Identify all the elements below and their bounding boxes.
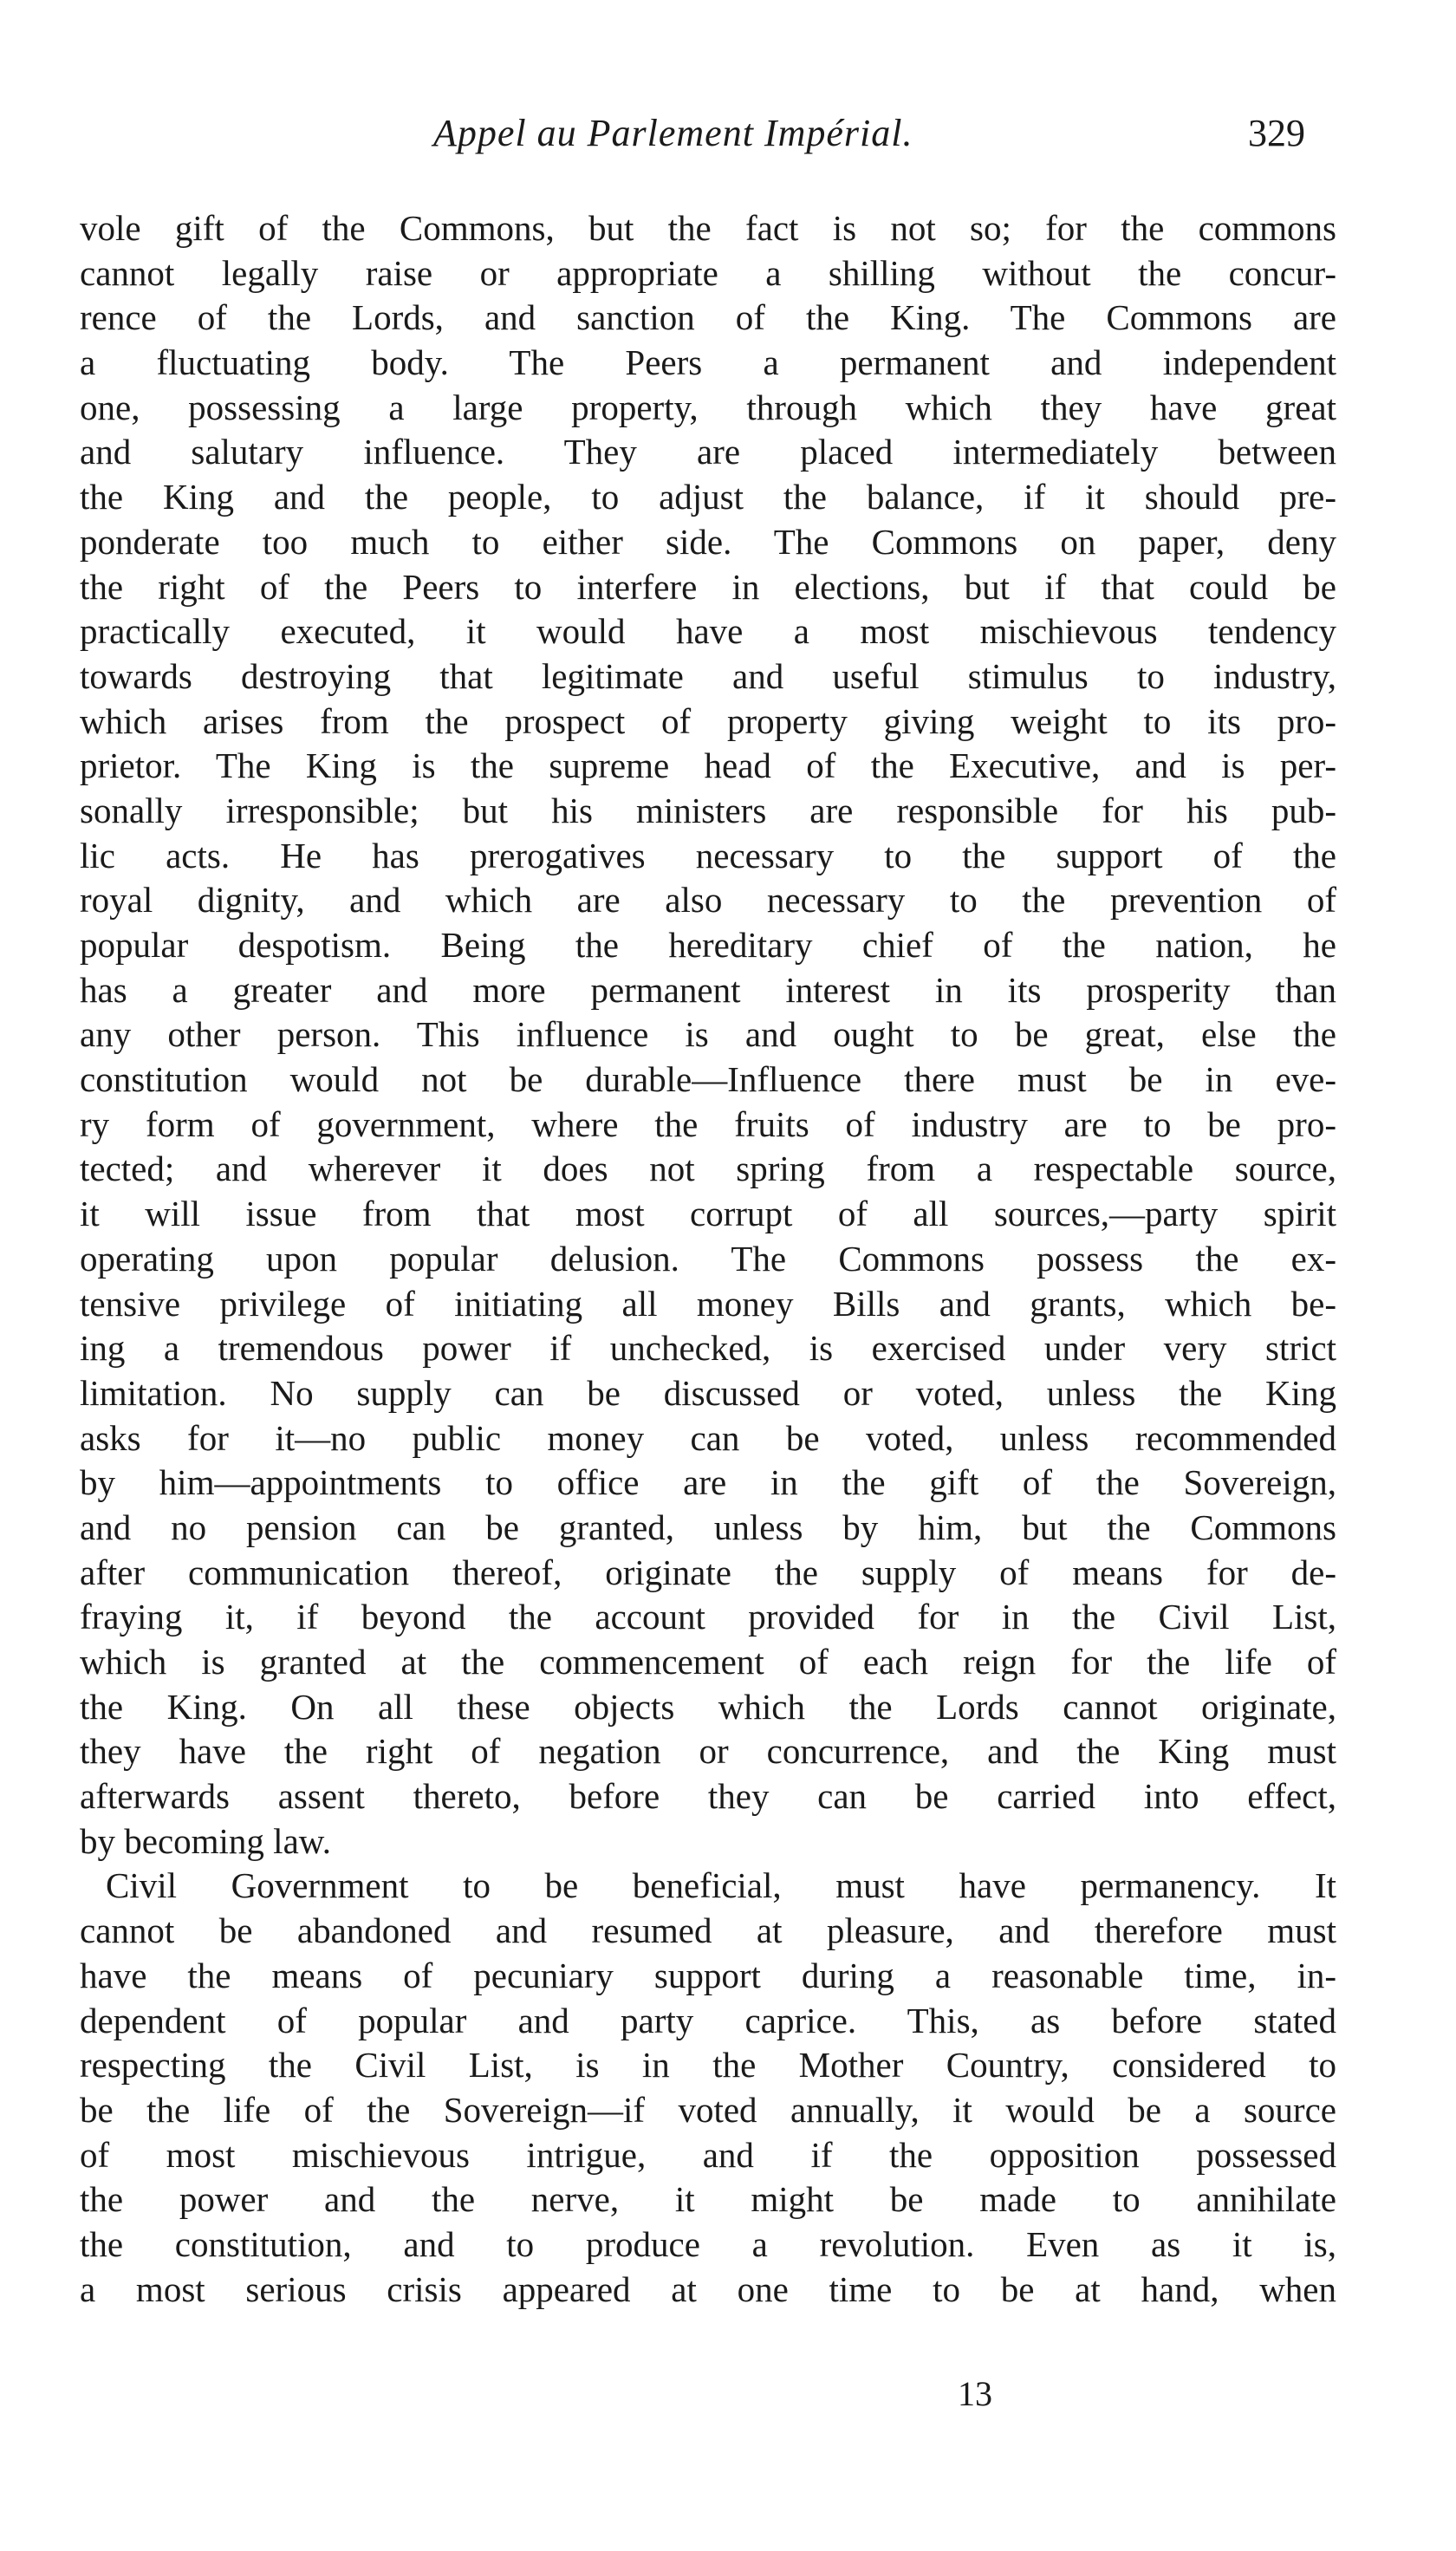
- text-line: rence of the Lords, and sanction of the King. The Commons are: [80, 297, 1336, 338]
- text-line: ing a tremendous power if unchecked, is exercised under very strict: [80, 1328, 1336, 1369]
- text-line: popular despotism. Being the hereditary chief of the nation, he: [80, 925, 1336, 965]
- text-line: the power and the nerve, it might be made to annihilate: [80, 2179, 1336, 2220]
- text-line: prietor. The King is the supreme head of the Executive, and is per-: [80, 745, 1336, 786]
- text-line: tected; and wherever it does not spring from a respectable source,: [80, 1149, 1336, 1189]
- text-line: a fluctuating body. The Peers a permanent and independent: [80, 342, 1336, 383]
- text-line: cannot be abandoned and resumed at pleasure, and therefore must: [80, 1910, 1336, 1951]
- signature-mark: 13: [958, 2374, 992, 2413]
- text-line: vole gift of the Commons, but the fact is not so; for the commons: [80, 208, 1336, 248]
- text-line: by him—appointments to office are in the gift of the Sovereign,: [80, 1462, 1336, 1503]
- text-line: any other person. This influence is and ought to be great, else the: [80, 1014, 1336, 1055]
- text-line: tensive privilege of initiating all money Bills and grants, which be-: [80, 1283, 1336, 1324]
- text-line: respecting the Civil List, is in the Mother Country, considered to: [80, 2045, 1336, 2086]
- text-line: which is granted at the commencement of each reign for the life of: [80, 1642, 1336, 1682]
- text-line: of most mischievous intrigue, and if the opposition possessed: [80, 2134, 1336, 2175]
- text-line: asks for it—no public money can be voted, unless recommended: [80, 1417, 1336, 1458]
- running-title: Appel au Parlement Impérial.: [433, 112, 913, 154]
- text-line: operating upon popular delusion. The Commons possess the ex-: [80, 1238, 1336, 1279]
- text-line: afterwards assent thereto, before they can be carried into effect,: [80, 1776, 1336, 1817]
- text-line: one, possessing a large property, through which they have great: [80, 387, 1336, 427]
- text-line: towards destroying that legitimate and useful stimulus to industry,: [80, 655, 1336, 696]
- text-line: by becoming law.: [80, 1820, 331, 1861]
- page-number: 329: [1248, 112, 1305, 154]
- running-head: [0, 111, 1456, 163]
- text-line: and salutary influence. They are placed intermediately between: [80, 432, 1336, 472]
- text-line: it will issue from that most corrupt of all sources,—party spirit: [80, 1194, 1336, 1234]
- text-line: cannot legally raise or appropriate a shilling without the concur-: [80, 252, 1336, 293]
- text-line: the King and the people, to adjust the balance, if it should pre-: [80, 477, 1336, 517]
- text-line: constitution would not be durable—Influence there must be in eve-: [80, 1059, 1336, 1100]
- text-line: the right of the Peers to interfere in elections, but if that could be: [80, 566, 1336, 607]
- text-line: which arises from the prospect of property giving weight to its pro-: [80, 700, 1336, 741]
- text-line: the constitution, and to produce a revolution. Even as it is,: [80, 2223, 1336, 2264]
- text-line: and no pension can be granted, unless by him, but the Commons: [80, 1507, 1336, 1547]
- text-line: dependent of popular and party caprice. This, as before stated: [80, 2000, 1336, 2040]
- text-line: sonally irresponsible; but his ministers are responsible for his pub-: [80, 790, 1336, 830]
- text-line: royal dignity, and which are also necessary to the prevention of: [80, 880, 1336, 921]
- text-line: fraying it, if beyond the account provided for in the Civil List,: [80, 1597, 1336, 1637]
- text-line: practically executed, it would have a most mischievous tendency: [80, 611, 1336, 652]
- text-line: a most serious crisis appeared at one time to be at hand, when: [80, 2268, 1336, 2309]
- body-text: [80, 206, 1336, 2312]
- text-line: after communication thereof, originate the supply of means for de-: [80, 1552, 1336, 1592]
- text-line: Civil Government to be beneficial, must have permanency. It: [106, 1865, 1336, 1906]
- text-line: lic acts. He has prerogatives necessary to the support of the: [80, 835, 1336, 875]
- text-line: they have the right of negation or concurrence, and the King must: [80, 1731, 1336, 1772]
- text-line: limitation. No supply can be discussed or voted, unless the King: [80, 1372, 1336, 1413]
- text-line: has a greater and more permanent interest in its prosperity than: [80, 969, 1336, 1010]
- text-line: the King. On all these objects which the Lords cannot originate,: [80, 1686, 1336, 1727]
- text-line: ponderate too much to either side. The Commons on paper, deny: [80, 521, 1336, 562]
- text-line: be the life of the Sovereign—if voted annually, it would be a source: [80, 2089, 1336, 2130]
- text-line: ry form of government, where the fruits of industry are to be pro-: [80, 1103, 1336, 1144]
- text-line: have the means of pecuniary support during a reasonable time, in-: [80, 1955, 1336, 1995]
